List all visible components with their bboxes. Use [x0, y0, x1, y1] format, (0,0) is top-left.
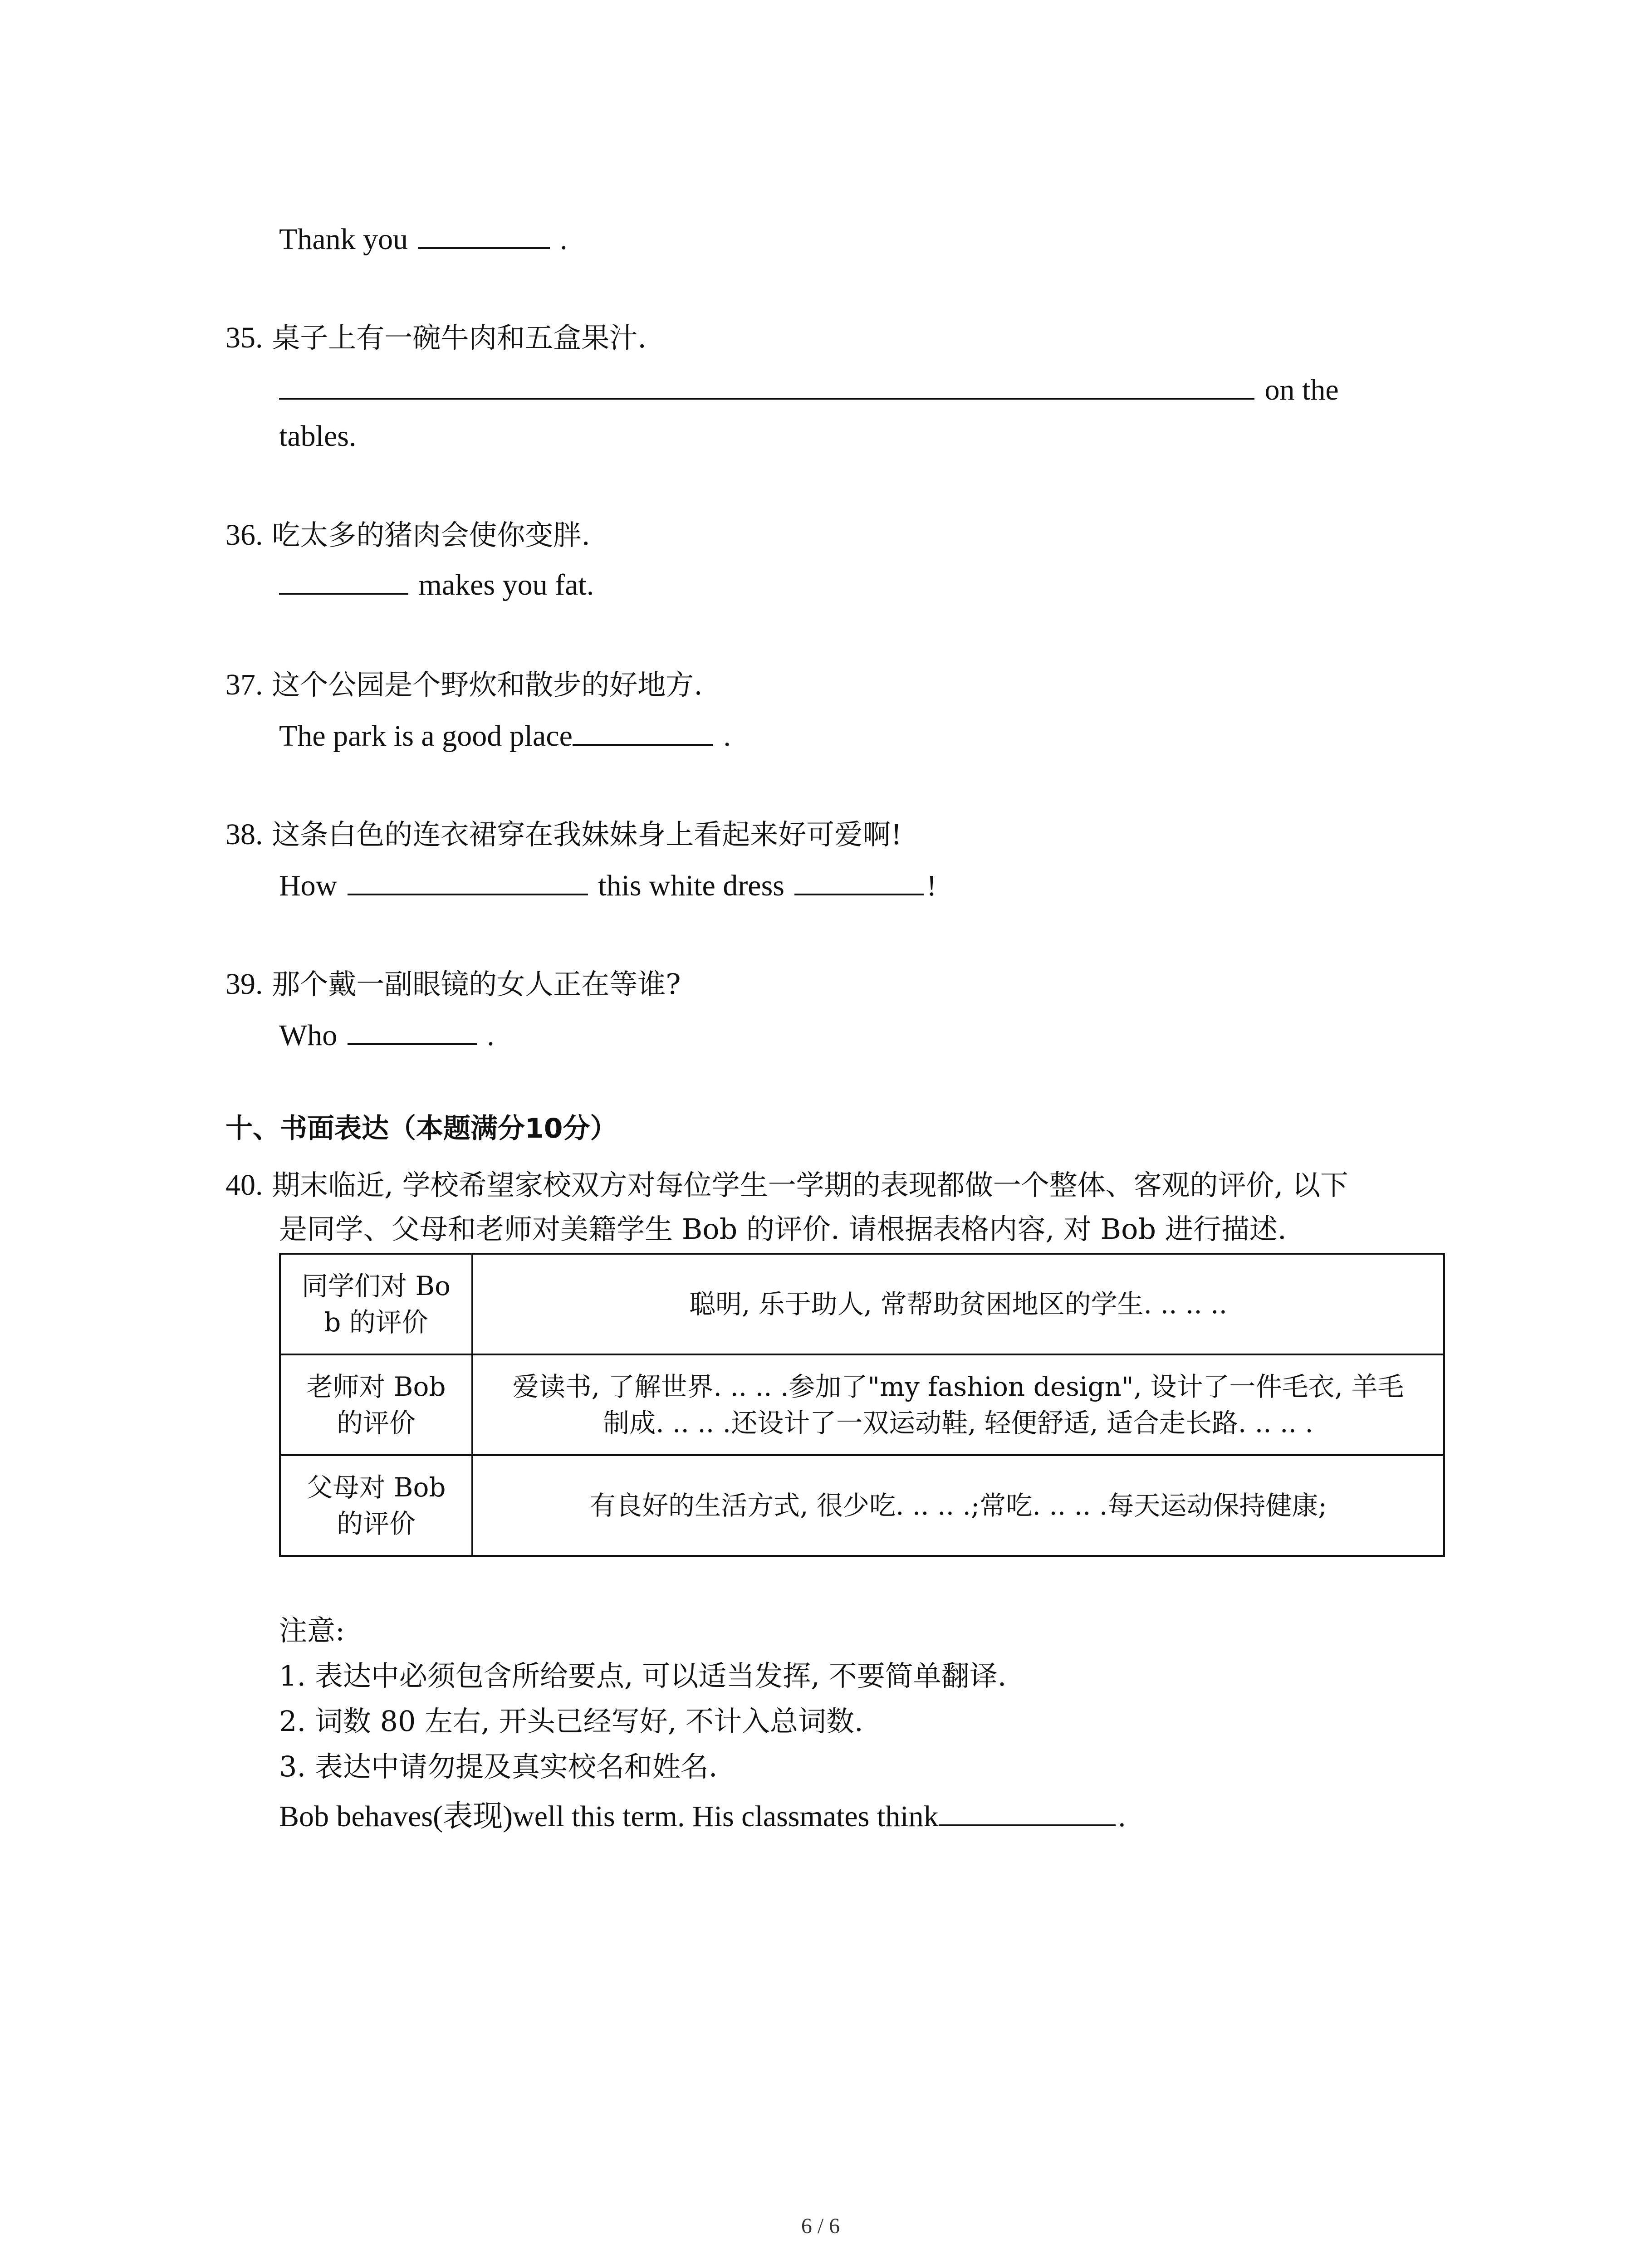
- table-row: [280, 1254, 1444, 1354]
- label-line: 老师对 Bob: [306, 1371, 446, 1402]
- q38-answer-line: [279, 868, 936, 904]
- q38-answer-middle: this white dress: [598, 869, 784, 902]
- q35-answer-continuation: tables.: [279, 420, 357, 453]
- table-row-content: [472, 1354, 1444, 1455]
- label-line: 同学们对 Bo: [302, 1271, 451, 1301]
- q37-prompt: 这个公园是个野炊和散步的好地方.: [272, 668, 703, 701]
- q36-answer-line: [279, 567, 594, 603]
- q40-prompt-line-1: [225, 1167, 1348, 1203]
- label-line: 父母对 Bob: [306, 1472, 446, 1503]
- q36-answer-suffix: makes you fat.: [418, 568, 594, 601]
- q35-answer-line: [279, 372, 1339, 408]
- note-item-3: 3. 表达中请勿提及真实校名和姓名.: [279, 1750, 718, 1783]
- q39-answer-line: [279, 1017, 495, 1054]
- q39-prompt-line: [225, 966, 681, 1002]
- q37-answer-blank[interactable]: [573, 719, 713, 746]
- q39-prompt: 那个戴一副眼镜的女人正在等谁?: [272, 968, 681, 1001]
- label-line: b 的评价: [324, 1307, 428, 1338]
- q37-number: 37.: [225, 668, 263, 701]
- note-item-1: 1. 表达中必须包含所给要点, 可以适当发挥, 不要简单翻译.: [279, 1659, 1007, 1692]
- q40-start-line: [279, 1799, 1126, 1835]
- q34-answer-blank[interactable]: [418, 222, 550, 249]
- q40-prompt-line-2: 是同学、父母和老师对美籍学生 Bob 的评价. 请根据表格内容, 对 Bob 进行描述.: [279, 1212, 1287, 1246]
- q36-prompt-line: [225, 517, 590, 553]
- q39-answer-suffix: .: [487, 1019, 495, 1052]
- content-line: 聪明, 乐于助人, 常帮助贫困地区的学生. .. .. ..: [689, 1289, 1228, 1320]
- q38-number: 38.: [225, 818, 263, 851]
- q39-number: 39.: [225, 968, 263, 1001]
- q38-prompt-line: [225, 816, 902, 853]
- q40-start-text: Bob behaves(表现)well this term. His classmates think: [279, 1800, 939, 1833]
- section-10-heading: 十、书面表达（本题满分10分）: [225, 1113, 617, 1144]
- q36-number: 36.: [225, 518, 263, 552]
- table-row: [280, 1354, 1444, 1455]
- q38-answer-blank-2[interactable]: [794, 868, 924, 895]
- q37-answer-line: [279, 718, 731, 754]
- content-line: 制成. .. .. .还设计了一双运动鞋, 轻便舒适, 适合走长路. .. .. .: [603, 1408, 1313, 1438]
- q40-prompt-text-1: 期末临近, 学校希望家校双方对每位学生一学期的表现都做一个整体、客观的评价, 以下: [272, 1168, 1349, 1202]
- content-line: 有良好的生活方式, 很少吃. .. .. .;常吃. .. .. .每天运动保持健康;: [589, 1490, 1327, 1521]
- table-row-content: [472, 1455, 1444, 1556]
- q38-answer-prefix: How: [279, 869, 338, 902]
- q35-answer-suffix: on the: [1264, 373, 1339, 406]
- q34-answer-prefix: Thank you: [279, 223, 408, 256]
- q40-start-suffix: .: [1118, 1800, 1126, 1833]
- q34-answer-suffix: .: [560, 223, 568, 256]
- label-line: 的评价: [336, 1408, 416, 1438]
- q34-answer-line: [279, 221, 568, 258]
- table-row-label: [280, 1254, 472, 1354]
- q38-prompt: 这条白色的连衣裙穿在我妹妹身上看起来好可爱啊!: [272, 818, 902, 851]
- note-item-2: 2. 词数 80 左右, 开头已经写好, 不计入总词数.: [279, 1705, 863, 1738]
- content-line: 爱读书, 了解世界. .. .. .参加了"my fashion design", 设计了一件毛衣, 羊毛: [512, 1371, 1404, 1402]
- q39-answer-prefix: Who: [279, 1019, 338, 1052]
- page-number: 6 / 6: [801, 2214, 840, 2238]
- table-row-content: [472, 1254, 1444, 1354]
- table-row: [280, 1455, 1444, 1556]
- q36-answer-blank[interactable]: [279, 567, 408, 595]
- q38-answer-suffix: !: [926, 869, 937, 902]
- q35-answer-blank[interactable]: [279, 372, 1254, 400]
- notes-title: 注意:: [279, 1614, 345, 1647]
- q38-answer-blank-1[interactable]: [348, 868, 588, 895]
- q37-prompt-line: [225, 667, 703, 703]
- q37-answer-suffix: .: [723, 719, 731, 753]
- q37-answer-prefix: The park is a good place: [279, 719, 573, 753]
- q35-number: 35.: [225, 321, 263, 354]
- q39-answer-blank[interactable]: [348, 1018, 477, 1045]
- q35-prompt: 桌子上有一碗牛肉和五盒果汁.: [272, 321, 647, 354]
- table-row-label: [280, 1455, 472, 1556]
- q40-answer-blank[interactable]: [939, 1799, 1116, 1826]
- q40-number: 40.: [225, 1168, 263, 1202]
- evaluation-table: [279, 1253, 1445, 1557]
- q36-prompt: 吃太多的猪肉会使你变胖.: [272, 518, 590, 552]
- table-row-label: [280, 1354, 472, 1455]
- q35-prompt-line: [225, 320, 647, 356]
- label-line: 的评价: [336, 1508, 416, 1539]
